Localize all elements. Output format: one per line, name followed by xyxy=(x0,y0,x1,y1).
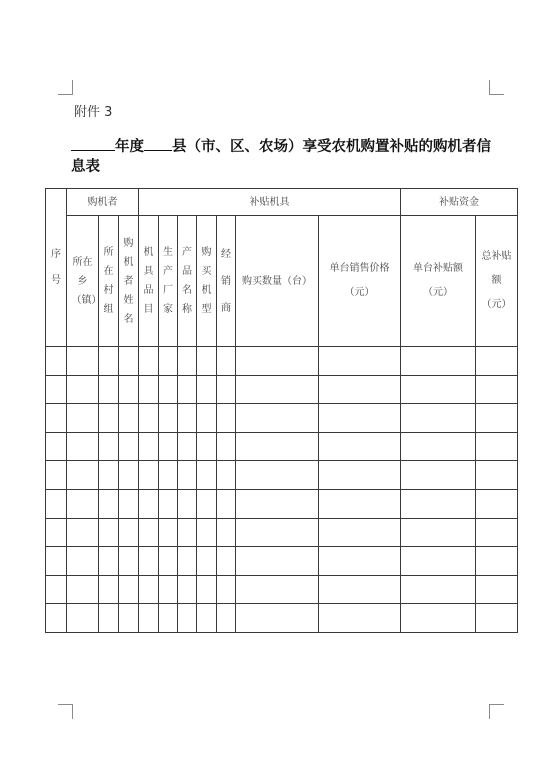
table-cell[interactable] xyxy=(236,489,319,518)
table-cell[interactable] xyxy=(197,547,217,576)
table-cell[interactable] xyxy=(319,604,401,633)
table-cell[interactable] xyxy=(178,375,197,404)
table-cell[interactable] xyxy=(159,489,178,518)
header-purchase-quantity: 购买数量（台） xyxy=(236,216,319,347)
table-row xyxy=(46,518,518,547)
table-cell[interactable] xyxy=(217,375,236,404)
table-cell[interactable] xyxy=(46,604,67,633)
table-cell[interactable] xyxy=(476,432,518,461)
title-year-suffix: 年度 xyxy=(115,139,144,155)
table-cell[interactable] xyxy=(217,604,236,633)
title-rest: 县（市、区、农场）享受农机购置补贴的购机者信息表 xyxy=(71,139,491,175)
table-cell[interactable] xyxy=(119,404,139,433)
table-cell[interactable] xyxy=(159,347,178,376)
table-cell[interactable] xyxy=(236,432,319,461)
table-cell[interactable] xyxy=(139,375,159,404)
table-cell[interactable] xyxy=(197,347,217,376)
header-serial-number: 序号 xyxy=(46,189,67,347)
table-cell[interactable] xyxy=(401,489,476,518)
table-cell[interactable] xyxy=(217,432,236,461)
table-cell[interactable] xyxy=(319,461,401,490)
header-product-name: 产品名称 xyxy=(178,216,197,347)
table-cell[interactable] xyxy=(401,575,476,604)
table-row xyxy=(46,404,518,433)
buyer-info-table xyxy=(45,188,518,633)
table-cell[interactable] xyxy=(197,489,217,518)
header-buyer-name: 购机者姓名 xyxy=(119,216,139,347)
table-cell[interactable] xyxy=(236,461,319,490)
table-cell[interactable] xyxy=(178,461,197,490)
table-cell[interactable] xyxy=(197,575,217,604)
table-cell[interactable] xyxy=(178,432,197,461)
table-row xyxy=(46,604,518,633)
header-manufacturer: 生产厂家 xyxy=(159,216,178,347)
table-cell[interactable] xyxy=(401,432,476,461)
table-cell[interactable] xyxy=(319,347,401,376)
table-cell[interactable] xyxy=(99,489,119,518)
table-cell[interactable] xyxy=(139,461,159,490)
table-cell[interactable] xyxy=(178,489,197,518)
table-cell[interactable] xyxy=(401,604,476,633)
year-blank[interactable] xyxy=(71,136,115,151)
table-cell[interactable] xyxy=(236,404,319,433)
table-cell[interactable] xyxy=(139,404,159,433)
table-cell[interactable] xyxy=(236,575,319,604)
table-cell[interactable] xyxy=(119,432,139,461)
table-cell[interactable] xyxy=(476,375,518,404)
table-cell[interactable] xyxy=(197,432,217,461)
table-cell[interactable] xyxy=(319,518,401,547)
table-cell[interactable] xyxy=(217,461,236,490)
table-cell[interactable] xyxy=(119,375,139,404)
table-cell[interactable] xyxy=(119,347,139,376)
table-cell[interactable] xyxy=(476,604,518,633)
table-cell[interactable] xyxy=(178,547,197,576)
table-row xyxy=(46,375,518,404)
table-cell[interactable] xyxy=(159,461,178,490)
attachment-label: 附件 3 xyxy=(74,105,113,120)
table-cell[interactable] xyxy=(46,375,67,404)
table-cell[interactable] xyxy=(139,432,159,461)
table-cell[interactable] xyxy=(319,404,401,433)
table-row xyxy=(46,432,518,461)
table-cell[interactable] xyxy=(139,518,159,547)
table-cell[interactable] xyxy=(319,489,401,518)
table-cell[interactable] xyxy=(67,489,99,518)
table-cell[interactable] xyxy=(476,404,518,433)
table-cell[interactable] xyxy=(46,547,67,576)
table-cell[interactable] xyxy=(67,432,99,461)
table-row xyxy=(46,575,518,604)
table-cell[interactable] xyxy=(401,404,476,433)
table-cell[interactable] xyxy=(119,518,139,547)
table-cell[interactable] xyxy=(46,404,67,433)
table-cell[interactable] xyxy=(319,575,401,604)
header-machine-category: 机具品目 xyxy=(139,216,159,347)
page-corner-mark-bottom-right xyxy=(489,704,504,719)
table-cell[interactable] xyxy=(139,347,159,376)
table-cell[interactable] xyxy=(236,518,319,547)
table-cell[interactable] xyxy=(159,518,178,547)
table-cell[interactable] xyxy=(217,404,236,433)
table-cell[interactable] xyxy=(99,432,119,461)
table-cell[interactable] xyxy=(319,375,401,404)
table-cell[interactable] xyxy=(99,375,119,404)
table-cell[interactable] xyxy=(99,404,119,433)
table-cell[interactable] xyxy=(119,604,139,633)
table-cell[interactable] xyxy=(197,604,217,633)
county-blank[interactable] xyxy=(144,136,172,151)
table-cell[interactable] xyxy=(99,518,119,547)
header-group-machine: 补贴机具 xyxy=(139,189,401,216)
table-cell[interactable] xyxy=(159,575,178,604)
document-title xyxy=(71,136,501,177)
table-row xyxy=(46,347,518,376)
table-cell[interactable] xyxy=(67,604,99,633)
table-cell[interactable] xyxy=(476,347,518,376)
table-cell[interactable] xyxy=(119,575,139,604)
table-cell[interactable] xyxy=(476,575,518,604)
table-cell[interactable] xyxy=(46,432,67,461)
table-cell[interactable] xyxy=(476,547,518,576)
table-cell[interactable] xyxy=(178,404,197,433)
header-group-funds: 补贴资金 xyxy=(401,189,518,216)
table-cell[interactable] xyxy=(401,518,476,547)
table-cell[interactable] xyxy=(236,375,319,404)
table-cell[interactable] xyxy=(46,518,67,547)
table-cell[interactable] xyxy=(401,547,476,576)
table-cell[interactable] xyxy=(178,347,197,376)
table-row xyxy=(46,461,518,490)
table-cell[interactable] xyxy=(99,547,119,576)
table-cell[interactable] xyxy=(217,547,236,576)
table-cell[interactable] xyxy=(197,518,217,547)
table-cell[interactable] xyxy=(319,547,401,576)
table-row xyxy=(46,489,518,518)
table-cell[interactable] xyxy=(67,518,99,547)
table-cell[interactable] xyxy=(217,347,236,376)
table-cell[interactable] xyxy=(67,575,99,604)
table-cell[interactable] xyxy=(401,461,476,490)
table-cell[interactable] xyxy=(46,461,67,490)
table-cell[interactable] xyxy=(139,547,159,576)
table-cell[interactable] xyxy=(197,404,217,433)
table-cell[interactable] xyxy=(217,489,236,518)
header-dealer: 经销商 xyxy=(217,216,236,347)
table-cell[interactable] xyxy=(236,547,319,576)
table-cell[interactable] xyxy=(99,575,119,604)
table-cell[interactable] xyxy=(476,518,518,547)
table-cell[interactable] xyxy=(159,404,178,433)
table-cell[interactable] xyxy=(46,575,67,604)
table-cell[interactable] xyxy=(217,575,236,604)
table-cell[interactable] xyxy=(401,347,476,376)
table-cell[interactable] xyxy=(159,547,178,576)
table-cell[interactable] xyxy=(67,404,99,433)
table-cell[interactable] xyxy=(139,575,159,604)
table-cell[interactable] xyxy=(159,604,178,633)
page-corner-mark-top-right xyxy=(489,80,504,95)
table-cell[interactable] xyxy=(99,461,119,490)
table-cell[interactable] xyxy=(197,461,217,490)
table-cell[interactable] xyxy=(119,547,139,576)
table-cell[interactable] xyxy=(197,375,217,404)
header-unit-subsidy: 单台补贴额（元） xyxy=(401,216,476,347)
table-cell[interactable] xyxy=(476,461,518,490)
table-cell[interactable] xyxy=(119,461,139,490)
table-cell[interactable] xyxy=(46,489,67,518)
table-cell[interactable] xyxy=(67,347,99,376)
header-unit-price: 单台销售价格（元） xyxy=(319,216,401,347)
table-cell[interactable] xyxy=(159,375,178,404)
table-cell[interactable] xyxy=(476,489,518,518)
table-cell[interactable] xyxy=(99,604,119,633)
table-cell[interactable] xyxy=(139,604,159,633)
header-group-buyer: 购机者 xyxy=(67,189,139,216)
table-cell[interactable] xyxy=(236,604,319,633)
table-cell[interactable] xyxy=(119,489,139,518)
table-cell[interactable] xyxy=(46,347,67,376)
table-cell[interactable] xyxy=(159,432,178,461)
table-cell[interactable] xyxy=(178,604,197,633)
table-cell[interactable] xyxy=(178,518,197,547)
table-cell[interactable] xyxy=(99,347,119,376)
header-model: 购买机型 xyxy=(197,216,217,347)
table-cell[interactable] xyxy=(67,375,99,404)
header-total-subsidy: 总补贴额（元） xyxy=(476,216,518,347)
table-cell[interactable] xyxy=(67,547,99,576)
table-cell[interactable] xyxy=(217,518,236,547)
table-cell[interactable] xyxy=(319,432,401,461)
table-cell[interactable] xyxy=(67,461,99,490)
table-cell[interactable] xyxy=(236,347,319,376)
table-cell[interactable] xyxy=(139,489,159,518)
table-cell[interactable] xyxy=(401,375,476,404)
table-row xyxy=(46,547,518,576)
page-corner-mark-bottom-left xyxy=(58,704,73,719)
header-township: 所在乡（镇） xyxy=(67,216,99,347)
header-village-group: 所在村组 xyxy=(99,216,119,347)
page-corner-mark-top-left xyxy=(58,80,73,95)
table-cell[interactable] xyxy=(178,575,197,604)
